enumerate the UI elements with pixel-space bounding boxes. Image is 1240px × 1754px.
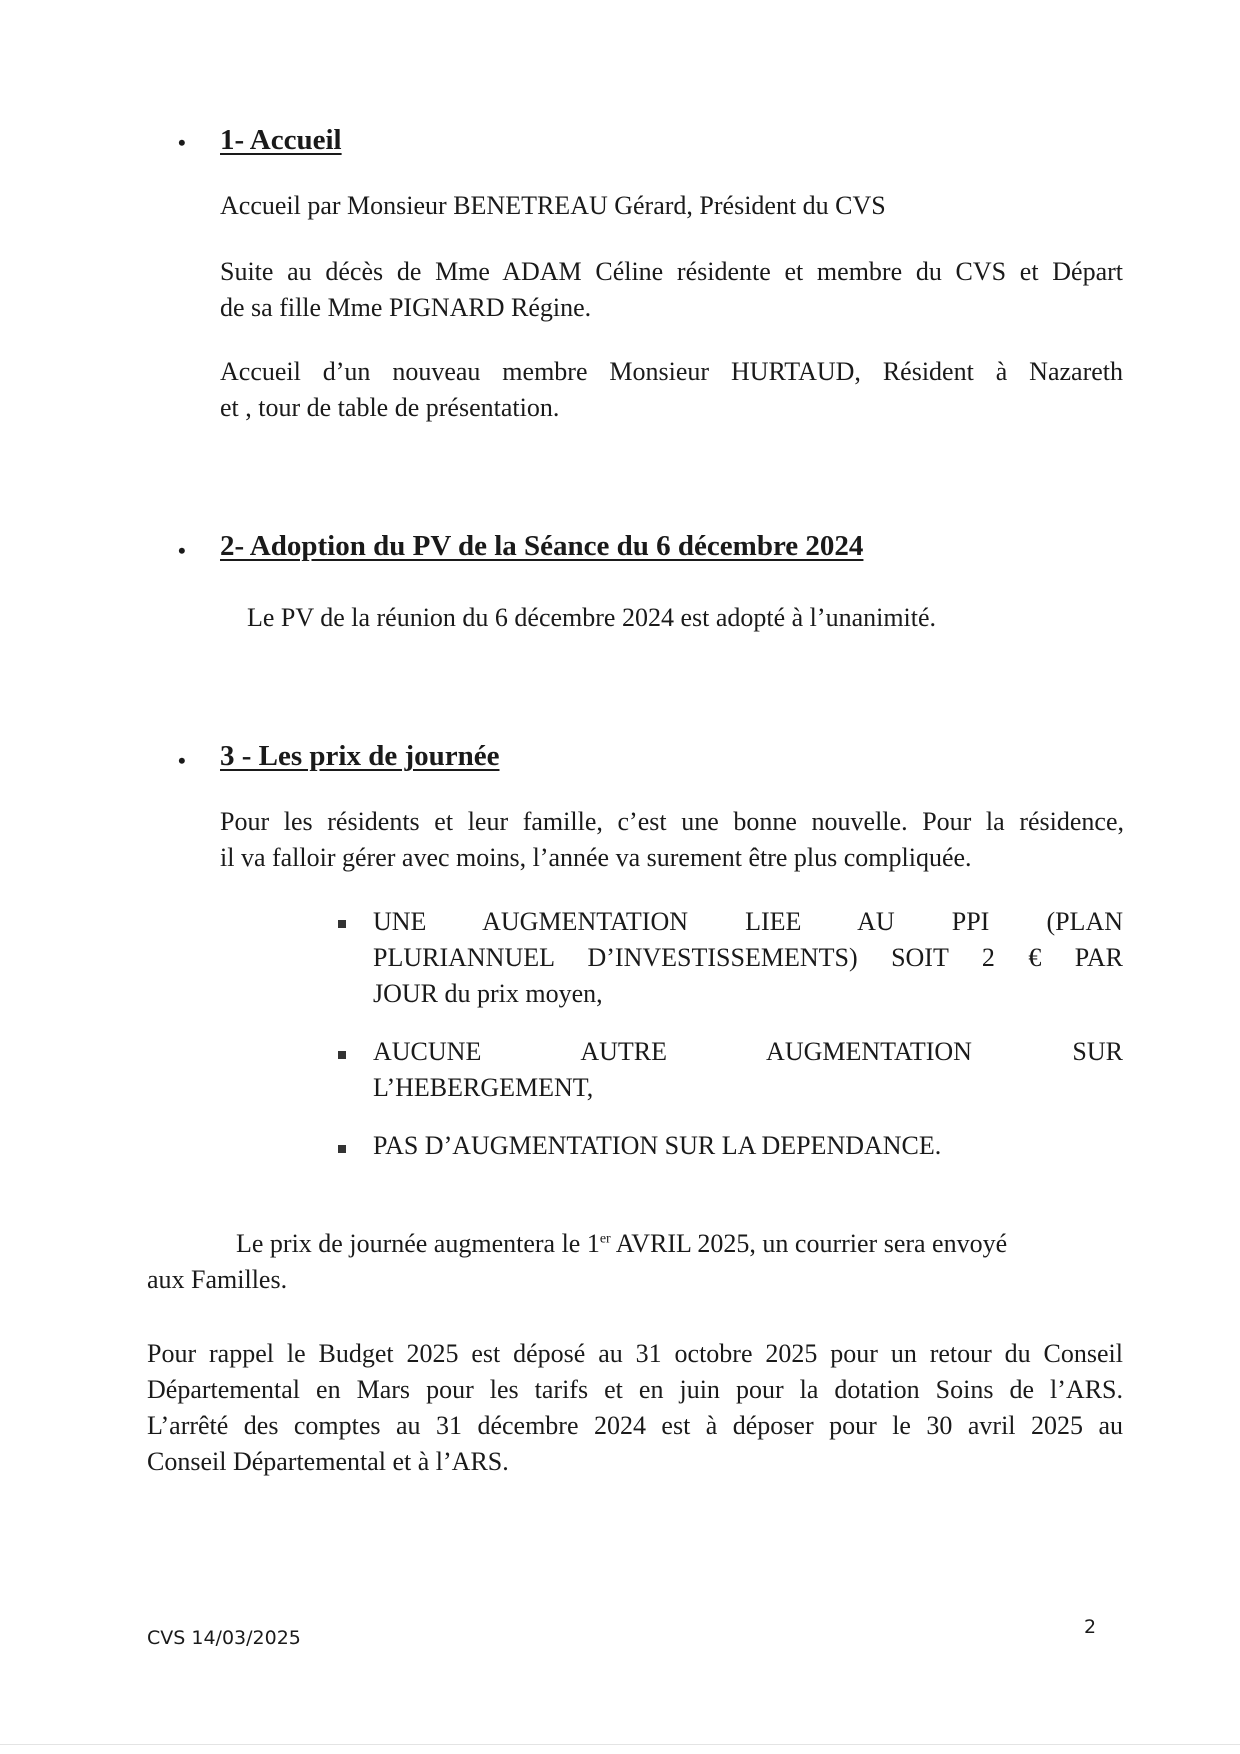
paragraph [220,804,1124,876]
list-bullet-square [338,1051,346,1059]
list-item-line: AUCUNE AUTRE AUGMENTATION SUR [373,1037,1123,1066]
paragraph [220,354,1123,426]
paragraph-line: Pour les résidents et leur famille, c’est une bonne nouvelle. Pour la résidence, [220,807,1124,836]
list-item-line: PAS D’AUGMENTATION SUR LA DEPENDANCE. [373,1131,942,1160]
paragraph-line: Conseil Départemental et à l’ARS. [147,1447,509,1476]
text-fragment: Le prix de journée augmentera le 1 [236,1229,600,1258]
list-item [373,904,1123,1012]
paragraph-line: Pour rappel le Budget 2025 est déposé au 31 octobre 2025 pour un retour du Conseil [147,1339,1123,1368]
bullet-dot: • [178,538,186,563]
bullet-dot: • [178,748,186,773]
section-title-adoption-pv: 2- Adoption du PV de la Séance du 6 décembre 2024 [220,530,864,562]
paragraph-line: Accueil d’un nouveau membre Monsieur HURTAUD, Résident à Nazareth [220,357,1123,386]
paragraph-line [147,1226,1123,1262]
list-item-line: PLURIANNUEL D’INVESTISSEMENTS) SOIT 2 € PAR [373,943,1123,972]
paragraph: Accueil par Monsieur BENETREAU Gérard, Président du CVS [220,191,886,220]
paragraph [220,254,1123,326]
list-item [373,1034,1123,1106]
superscript: er [599,1231,611,1247]
paragraph-line: et , tour de table de présentation. [220,393,560,422]
paragraph-line: L’arrêté des comptes au 31 décembre 2024 est à déposer pour le 30 avril 2025 au [147,1411,1123,1440]
paragraph-line: il va falloir gérer avec moins, l’année va surement être plus compliquée. [220,843,972,872]
paragraph-line: de sa fille Mme PIGNARD Régine. [220,293,592,322]
list-item [373,1128,941,1164]
paragraph-line: Départemental en Mars pour les tarifs et en juin pour la dotation Soins de l’ARS. [147,1375,1123,1404]
footer-date: CVS 14/03/2025 [147,1627,301,1649]
list-bullet-square [338,1145,346,1153]
bullet-dot: • [178,130,186,155]
list-item-line: JOUR du prix moyen, [373,979,603,1008]
paragraph-line: Suite au décès de Mme ADAM Céline résidente et membre du CVS et Départ [220,257,1123,286]
list-item-line: L’HEBERGEMENT, [373,1073,594,1102]
list-item-line: UNE AUGMENTATION LIEE AU PPI (PLAN [373,907,1123,936]
paragraph-rappel [147,1336,1123,1480]
page-number: 2 [1084,1616,1097,1638]
text-fragment: AVRIL 2025, un courrier sera envoyé [610,1229,1008,1258]
paragraph: Le PV de la réunion du 6 décembre 2024 est adopté à l’unanimité. [247,603,937,632]
list-bullet-square [338,920,346,928]
scan-edge-line [0,1744,1240,1745]
paragraph-line: aux Familles. [147,1265,288,1294]
section-title-prix-journee: 3 - Les prix de journée [220,740,500,772]
paragraph [147,1226,1123,1298]
section-title-accueil: 1- Accueil [220,124,342,156]
